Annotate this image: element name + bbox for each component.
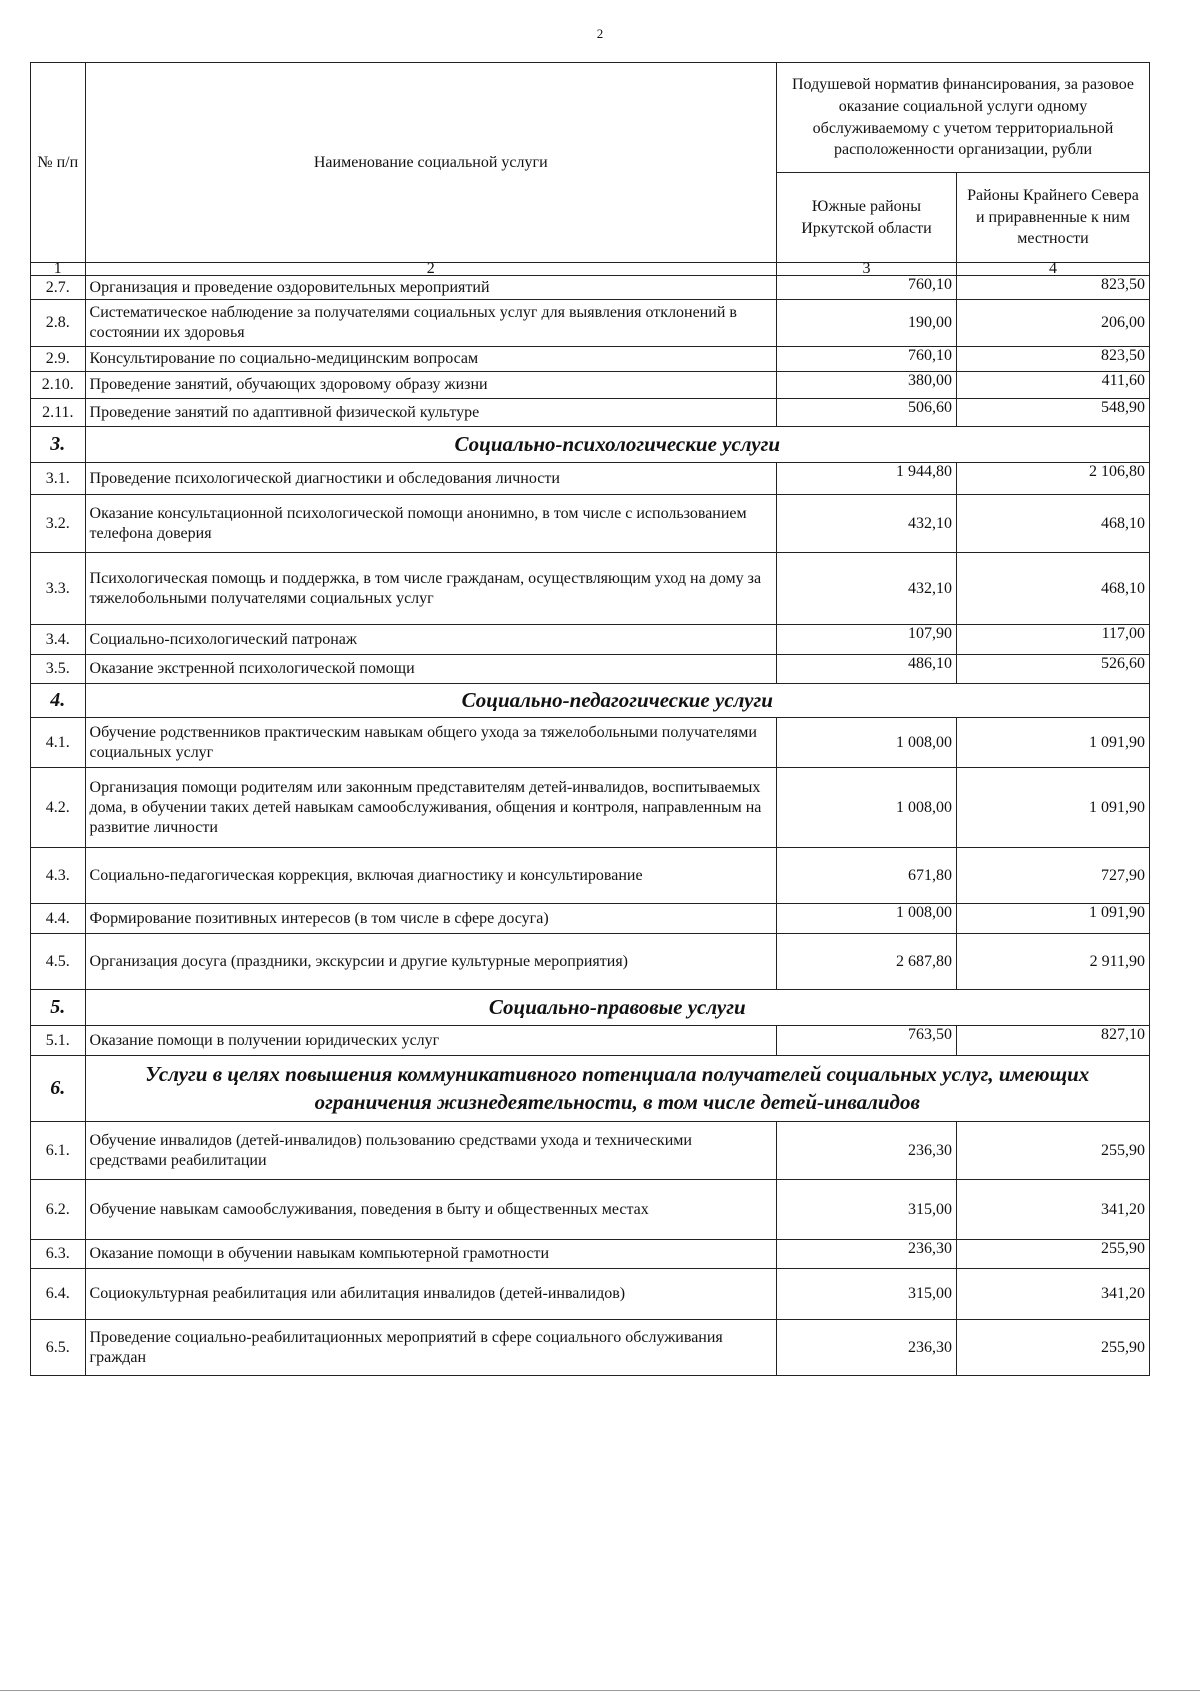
south-value: 236,30: [776, 1122, 956, 1180]
service-name: Социально-психологический патронаж: [85, 625, 776, 655]
page-bottom-edge: [0, 1690, 1200, 1691]
south-value: 1 008,00: [776, 768, 956, 848]
column-numbering-row: [31, 263, 1150, 276]
service-name: Систематическое наблюдение за получателями социальных услуг для выявления отклонений в состоянии их здоровья: [85, 300, 776, 347]
north-value: 2 106,80: [956, 463, 1149, 495]
service-name: Социокультурная реабилитация или абилитация инвалидов (детей-инвалидов): [85, 1269, 776, 1320]
section-header-row: [31, 1056, 1150, 1122]
service-name: Социально-педагогическая коррекция, включая диагностику и консультирование: [85, 848, 776, 904]
table-row: [31, 495, 1150, 553]
north-value: 411,60: [956, 372, 1149, 399]
row-number: 2.11.: [31, 399, 86, 427]
north-value: 827,10: [956, 1026, 1149, 1056]
north-value: 823,50: [956, 347, 1149, 372]
section-title: Услуги в целях повышения коммуникативного потенциала получателей социальных услуг, имеющих ограничения жизнедеятельности, в том числе детей-инвалидов: [85, 1056, 1149, 1122]
page-number: 2: [596, 26, 604, 41]
south-value: 763,50: [776, 1026, 956, 1056]
section-title: Социально-правовые услуги: [85, 990, 1149, 1026]
row-number: 3.4.: [31, 625, 86, 655]
south-value: 432,10: [776, 495, 956, 553]
south-value: 432,10: [776, 553, 956, 625]
row-number: 3.3.: [31, 553, 86, 625]
section-header-row: [31, 684, 1150, 718]
row-number: 3.1.: [31, 463, 86, 495]
table-row: [31, 625, 1150, 655]
north-value: 468,10: [956, 495, 1149, 553]
row-number: 4.5.: [31, 934, 86, 990]
south-value: 671,80: [776, 848, 956, 904]
service-name: Проведение психологической диагностики и обследования личности: [85, 463, 776, 495]
service-name: Оказание экстренной психологической помощи: [85, 655, 776, 684]
north-value: 1 091,90: [956, 718, 1149, 768]
row-number: 6.5.: [31, 1320, 86, 1376]
south-value: 315,00: [776, 1180, 956, 1240]
table-row: [31, 848, 1150, 904]
row-number: 6.1.: [31, 1122, 86, 1180]
service-name: Обучение навыкам самообслуживания, поведения в быту и общественных местах: [85, 1180, 776, 1240]
header-col-num: № п/п: [31, 63, 86, 263]
south-value: 236,30: [776, 1240, 956, 1269]
section-number: 6.: [31, 1056, 86, 1122]
south-value: 315,00: [776, 1269, 956, 1320]
south-value: 236,30: [776, 1320, 956, 1376]
north-value: 1 091,90: [956, 768, 1149, 848]
north-value: 823,50: [956, 276, 1149, 300]
north-value: 468,10: [956, 553, 1149, 625]
service-name: Организация помощи родителям или законным представителям детей-инвалидов, воспитываемых дома, в обучении таких детей навыкам самообслуживания, общения и контроля, направленным на развитие личности: [85, 768, 776, 848]
north-value: 341,20: [956, 1180, 1149, 1240]
column-number: 4: [956, 263, 1149, 276]
table-row: [31, 347, 1150, 372]
row-number: 6.4.: [31, 1269, 86, 1320]
table-row: [31, 463, 1150, 495]
service-name: Консультирование по социально-медицинским вопросам: [85, 347, 776, 372]
south-value: 380,00: [776, 372, 956, 399]
north-value: 206,00: [956, 300, 1149, 347]
table-row: [31, 399, 1150, 427]
section-header-row: [31, 990, 1150, 1026]
south-value: 190,00: [776, 300, 956, 347]
services-table: [30, 62, 1150, 1376]
row-number: 4.4.: [31, 904, 86, 934]
table-row: [31, 276, 1150, 300]
column-number: 2: [85, 263, 776, 276]
header-col-south: Южные районы Иркутской области: [776, 173, 956, 263]
service-name: Проведение занятий, обучающих здоровому образу жизни: [85, 372, 776, 399]
row-number: 2.9.: [31, 347, 86, 372]
header-col-norm: Подушевой норматив финансирования, за разовое оказание социальной услуги одному обслуживаемому с учетом территориальной расположенности организации, рубли: [776, 63, 1149, 173]
service-name: Психологическая помощь и поддержка, в том числе гражданам, осуществляющим уход на дому за тяжелобольными получателями социальных услуг: [85, 553, 776, 625]
table-row: [31, 934, 1150, 990]
north-value: 255,90: [956, 1320, 1149, 1376]
table-row: [31, 300, 1150, 347]
service-name: Обучение родственников практическим навыкам общего ухода за тяжелобольными получателями социальных услуг: [85, 718, 776, 768]
north-value: 255,90: [956, 1122, 1149, 1180]
north-value: 727,90: [956, 848, 1149, 904]
row-number: 6.2.: [31, 1180, 86, 1240]
row-number: 5.1.: [31, 1026, 86, 1056]
south-value: 1 008,00: [776, 718, 956, 768]
south-value: 107,90: [776, 625, 956, 655]
table-row: [31, 768, 1150, 848]
north-value: 341,20: [956, 1269, 1149, 1320]
header-col-name: Наименование социальной услуги: [85, 63, 776, 263]
south-value: 1 008,00: [776, 904, 956, 934]
north-value: 548,90: [956, 399, 1149, 427]
section-number: 4.: [31, 684, 86, 718]
table-row: [31, 718, 1150, 768]
section-header-row: [31, 427, 1150, 463]
service-name: Оказание консультационной психологической помощи анонимно, в том числе с использованием телефона доверия: [85, 495, 776, 553]
south-value: 760,10: [776, 276, 956, 300]
service-name: Проведение занятий по адаптивной физической культуре: [85, 399, 776, 427]
column-number: 3: [776, 263, 956, 276]
row-number: 4.2.: [31, 768, 86, 848]
section-number: 5.: [31, 990, 86, 1026]
section-number: 3.: [31, 427, 86, 463]
section-title: Социально-психологические услуги: [85, 427, 1149, 463]
service-name: Обучение инвалидов (детей-инвалидов) пользованию средствами ухода и техническими средствами реабилитации: [85, 1122, 776, 1180]
table-row: [31, 1122, 1150, 1180]
table-row: [31, 655, 1150, 684]
south-value: 2 687,80: [776, 934, 956, 990]
header-col-north: Районы Крайнего Севера и приравненные к ним местности: [956, 173, 1149, 263]
table-row: [31, 1180, 1150, 1240]
south-value: 486,10: [776, 655, 956, 684]
north-value: 255,90: [956, 1240, 1149, 1269]
north-value: 2 911,90: [956, 934, 1149, 990]
table-row: [31, 1320, 1150, 1376]
row-number: 2.8.: [31, 300, 86, 347]
section-title: Социально-педагогические услуги: [85, 684, 1149, 718]
row-number: 2.7.: [31, 276, 86, 300]
table-row: [31, 1269, 1150, 1320]
north-value: 117,00: [956, 625, 1149, 655]
service-name: Формирование позитивных интересов (в том числе в сфере досуга): [85, 904, 776, 934]
north-value: 1 091,90: [956, 904, 1149, 934]
table-row: [31, 553, 1150, 625]
row-number: 4.1.: [31, 718, 86, 768]
row-number: 3.5.: [31, 655, 86, 684]
service-name: Проведение социально-реабилитационных мероприятий в сфере социального обслуживания граждан: [85, 1320, 776, 1376]
south-value: 506,60: [776, 399, 956, 427]
south-value: 760,10: [776, 347, 956, 372]
service-name: Организация и проведение оздоровительных мероприятий: [85, 276, 776, 300]
row-number: 3.2.: [31, 495, 86, 553]
column-number: 1: [31, 263, 86, 276]
row-number: 2.10.: [31, 372, 86, 399]
table-row: [31, 1026, 1150, 1056]
south-value: 1 944,80: [776, 463, 956, 495]
table-row: [31, 904, 1150, 934]
row-number: 4.3.: [31, 848, 86, 904]
service-name: Оказание помощи в получении юридических услуг: [85, 1026, 776, 1056]
service-name: Оказание помощи в обучении навыкам компьютерной грамотности: [85, 1240, 776, 1269]
service-name: Организация досуга (праздники, экскурсии и другие культурные мероприятия): [85, 934, 776, 990]
north-value: 526,60: [956, 655, 1149, 684]
row-number: 6.3.: [31, 1240, 86, 1269]
table-row: [31, 1240, 1150, 1269]
table-row: [31, 372, 1150, 399]
